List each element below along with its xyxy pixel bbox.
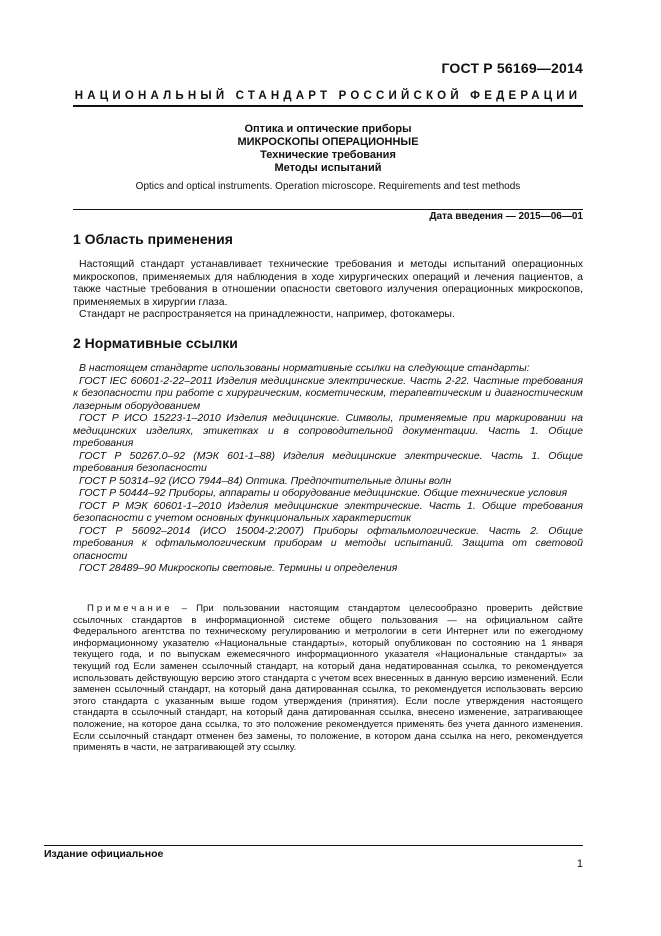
section-2-heading: 2 Нормативные ссылки xyxy=(73,335,238,351)
reference-item: ГОСТ Р ИСО 15223-1–2010 Изделия медицинские. Символы, применяемые при маркировании на медицинских изделиях, этикетках и в сопроводительной документации. Часть 1. Общие требования xyxy=(73,412,583,449)
national-standard-banner: НАЦИОНАЛЬНЫЙ СТАНДАРТ РОССИЙСКОЙ ФЕДЕРАЦИИ xyxy=(74,90,582,102)
title-line-2: МИКРОСКОПЫ ОПЕРАЦИОННЫЕ xyxy=(237,136,419,148)
english-title: Optics and optical instruments. Operation microscope. Requirements and test methods xyxy=(135,181,521,192)
normative-references xyxy=(73,362,583,575)
date-rule xyxy=(73,209,583,210)
reference-item: ГОСТ IEC 60601-2-22–2011 Изделия медицинские электрические. Часть 2-22. Частные требования к безопасности при работе с хирургическим, косметическим, терапевтическим и диагностическим лазерным оборудованием xyxy=(73,374,583,412)
document-titles xyxy=(73,123,583,175)
section-1-paragraph-2: Стандарт не распространяется на принадлежности, например, фотокамеры. xyxy=(79,308,455,320)
page-number: 1 xyxy=(576,858,583,870)
official-edition-label: Издание официальное xyxy=(44,848,164,860)
document-number: ГОСТ Р 56169—2014 xyxy=(441,60,583,76)
section-1-heading: 1 Область применения xyxy=(73,231,233,247)
title-line-1: Оптика и оптические приборы xyxy=(244,123,412,135)
note-text: – При пользовании настоящим стандартом целесообразно проверить действие ссылочных стандартов в информационной системе общего пользования — на официальном сайте Федерального агентства по техническому регулированию и метрологии в сети Интернет или по ежегодному информационному указателю «Национальные стандарты», который опубликован по состоянию на 1 января текущего года, и по выпускам ежемесячного информационного указателя «Национальные стандарты» за текущий год Если заменен ссылочный стандарт, на который дана недатированная ссылка, то рекомендуется использовать действующую версию этого стандарта с учетом всех внесенных в данную версию изменений. Если заменен ссылочный стандарт, на который дана датированная ссылка, то рекомендуется использовать версию этого стандарта с указанным выше годом утверждения (принятия). Если после утверждения настоящего стандарта в ссылочный стандарт, на который дана датированная ссылка, внесено изменение, затрагивающее положение, на которое дана ссылка, то это положение рекомендуется применять без учета данного изменения. Если ссылочный стандарт отменен без замены, то положение, в котором дана ссылка на него, рекомендуется применять в части, не затрагивающей эту ссылку. xyxy=(73,603,583,754)
reference-item: ГОСТ Р 56092–2014 (ИСО 15004-2:2007) Приборы офтальмологические. Часть 2. Общие требования к офтальмологическим приборам и методы испытаний. Защита от световой опасности xyxy=(73,524,583,562)
footer-rule xyxy=(44,845,583,846)
title-line-4: Методы испытаний xyxy=(274,162,382,174)
header-rule xyxy=(73,105,583,107)
reference-item: ГОСТ 28489–90 Микроскопы световые. Термины и определения xyxy=(79,562,398,574)
reference-item: ГОСТ Р 50267.0–92 (МЭК 601-1–88) Изделия медицинские электрические. Часть 1. Общие требования безопасности xyxy=(73,449,583,474)
section-1-paragraph-1: Настоящий стандарт устанавливает технические требования и методы испытаний операционных микроскопов, применяемых для наблюдения в ходе хирургических операций и лечения пациентов, а также частные требования в отношении опасности светового излучения операционных микроскопов, применяемых в хирургии глаза. xyxy=(73,258,583,308)
title-line-3: Технические требования xyxy=(260,149,396,161)
references-intro: В настоящем стандарте использованы нормативные ссылки на следующие стандарты: xyxy=(79,362,530,374)
note-block xyxy=(73,603,583,754)
date-of-introduction: Дата введения — 2015—06—01 xyxy=(429,211,583,222)
note-lead: Примечание xyxy=(87,603,173,614)
reference-item: ГОСТ Р 50314–92 (ИСО 7944–84) Оптика. Предпочтительные длины волн xyxy=(79,474,452,487)
reference-item: ГОСТ Р МЭК 60601-1–2010 Изделия медицинские электрические. Часть 1. Общие требования безопасности с учетом основных функциональных характеристик xyxy=(73,499,583,524)
section-1-body xyxy=(73,258,583,321)
reference-item: ГОСТ Р 50444–92 Приборы, аппараты и оборудование медицинские. Общие технические условия xyxy=(79,487,568,499)
